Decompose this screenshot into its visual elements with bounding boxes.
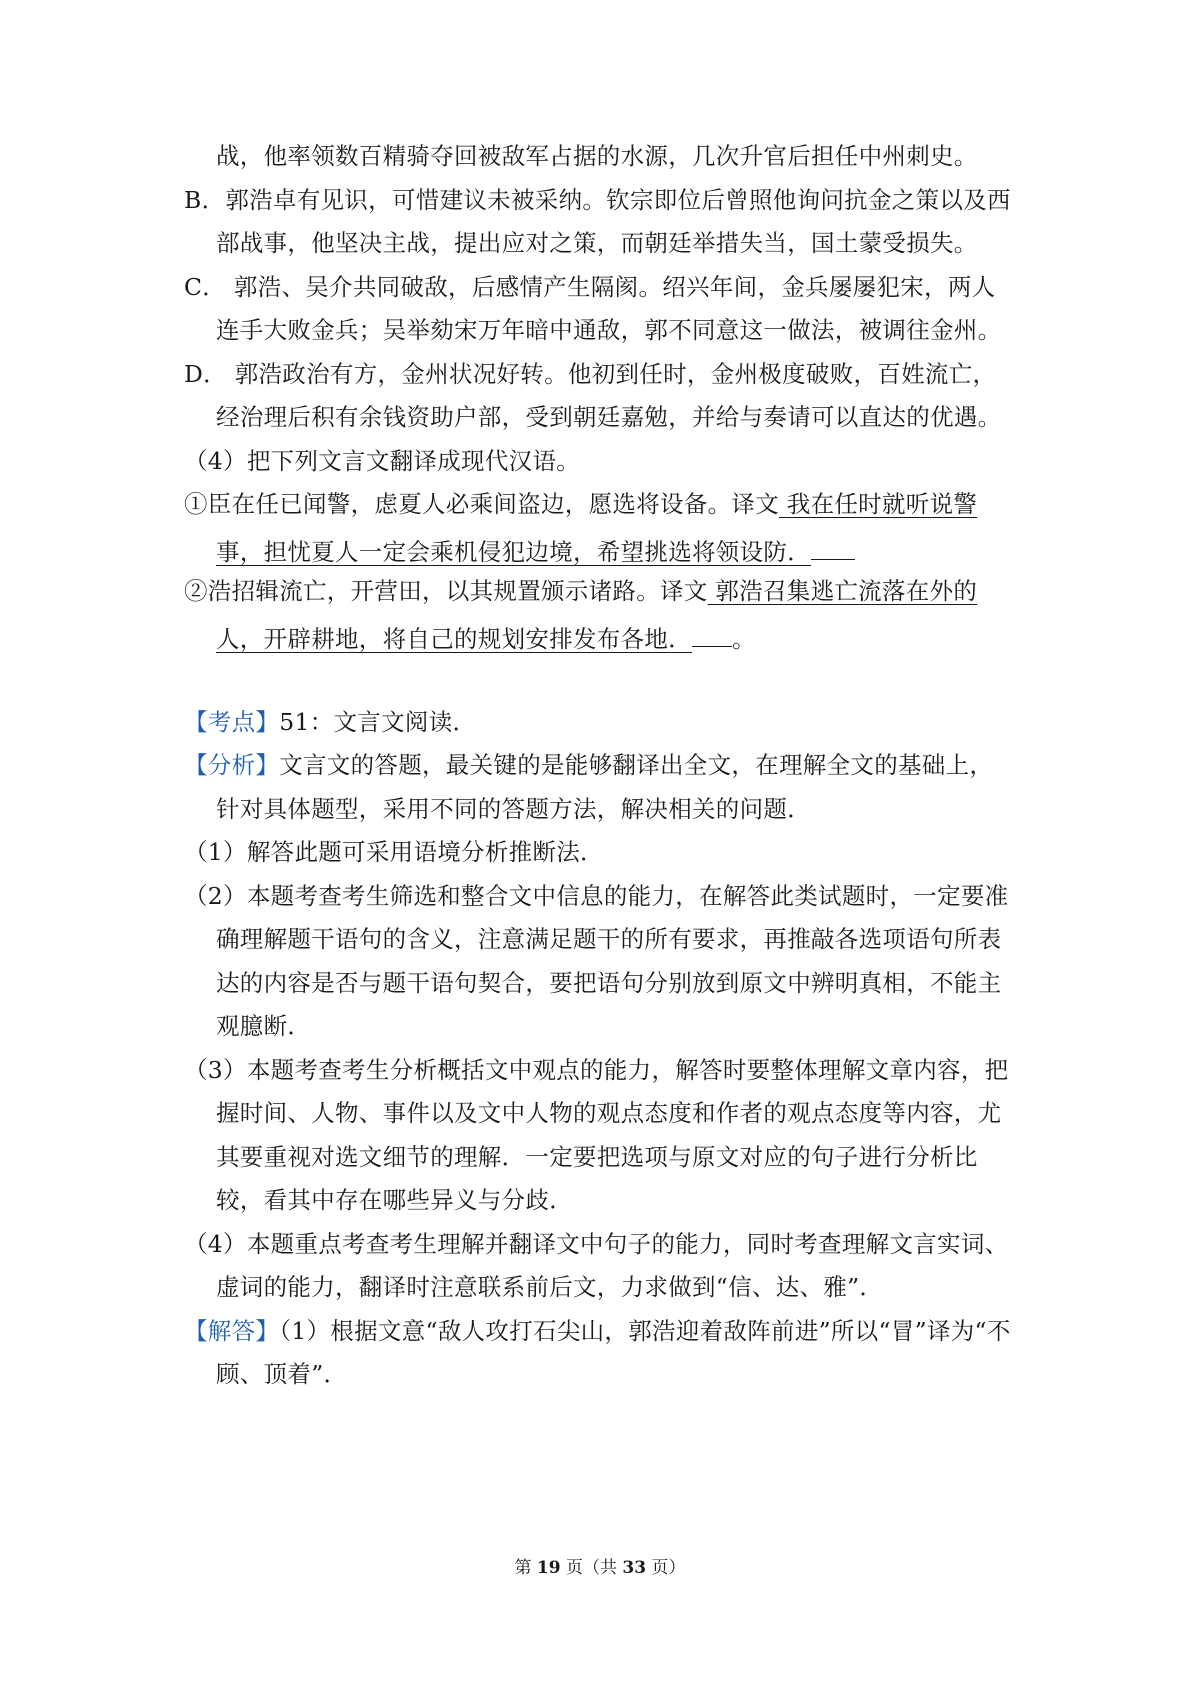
translation-2-question	[184, 574, 977, 608]
translation-2-prompt: ②浩招辑流亡，开营田，以其规置颁示诸路。译文	[184, 577, 708, 605]
kaodian-text: 51：文言文阅读．	[279, 708, 477, 736]
fenxi-text: 文言文的答题，最关键的是能够翻译出全文，在理解全文的基础上，	[279, 751, 994, 779]
fenxi-tag: 【分析】	[184, 751, 280, 779]
translation-1-prompt: ①臣在任已闻警，虑夏人必乘间盗边，愿选将设备。译文	[184, 490, 779, 518]
fenxi-section	[184, 748, 993, 782]
page-footer	[0, 1556, 1200, 1580]
sentence-end: 。	[732, 625, 756, 653]
text-line: 针对具体题型，采用不同的答题方法，解决相关的问题．	[216, 795, 811, 823]
option-d: D． 郭浩政治有方，金州状况好转。他初到任时，金州极度破败，百姓流亡，	[184, 360, 997, 388]
text-line: 战，他率领数百精骑夺回被敌军占据的水源，几次升官后担任中州刺史。	[216, 142, 978, 170]
text-line: 观臆断．	[216, 1012, 312, 1040]
option-b: B．郭浩卓有见识，可惜建议未被采纳。钦宗即位后曾照他询问抗金之策以及西	[184, 186, 1011, 214]
answer-blank	[692, 618, 732, 647]
text-line: 其要重视对选文细节的理解．一定要把选项与原文对应的句子进行分析比	[216, 1143, 978, 1171]
translation-1-answer-line2: 事，担忧夏人一定会乘机侵犯边境，希望挑选将领设防．	[216, 538, 811, 566]
text-line: 顾、顶着”．	[216, 1360, 348, 1388]
jieda-text: （1）根据文意“敌人攻打石尖山，郭浩迎着敌阵前进”所以“冒”译为“不	[279, 1317, 1011, 1345]
text-line: 部战事，他坚决主战，提出应对之策，而朝廷举措失当，国土蒙受损失。	[216, 229, 978, 257]
kaodian-section	[184, 705, 476, 739]
jieda-tag: 【解答】	[184, 1317, 280, 1345]
translation-1-answer-cont	[216, 531, 855, 569]
page-number: 19	[536, 1558, 561, 1578]
text-line: 虚词的能力，翻译时注意联系前后文，力求做到“信、达、雅”．	[216, 1273, 884, 1301]
translation-2-answer-cont	[216, 618, 756, 656]
option-c: C． 郭浩、吴介共同破敌，后感情产生隔阂。绍兴年间，金兵屡屡犯宋，两人	[184, 273, 996, 301]
analysis-3: （3）本题考查考生分析概括文中观点的能力，解答时要整体理解文章内容，把	[184, 1056, 1009, 1084]
jieda-section	[184, 1314, 1011, 1348]
analysis-1: （1）解答此题可采用语境分析推断法．	[184, 838, 604, 866]
analysis-4: （4）本题重点考查考生理解并翻译文中句子的能力，同时考查理解文言实词、	[184, 1230, 1009, 1258]
footer-prefix: 第	[514, 1558, 537, 1578]
text-line: 经治理后积有余钱资助户部，受到朝廷嘉勉，并给与奏请可以直达的优遇。	[216, 403, 1002, 431]
text-line: 确理解题干语句的含义，注意满足题干的所有要求，再推敲各选项语句所表	[216, 925, 1002, 953]
text-line: 连手大败金兵；吴举劾宋万年暗中通敌，郭不同意这一做法，被调往金州。	[216, 316, 1002, 344]
translation-1-question	[184, 487, 977, 521]
footer-middle: 页（共	[560, 1558, 623, 1578]
total-pages: 33	[622, 1558, 647, 1578]
analysis-2: （2）本题考查考生筛选和整合文中信息的能力，在解答此类试题时，一定要准	[184, 882, 1009, 910]
footer-suffix: 页）	[646, 1558, 686, 1578]
kaodian-tag: 【考点】	[184, 708, 280, 736]
translation-2-answer: 郭浩召集逃亡流落在外的	[707, 577, 978, 605]
question-4: （4）把下列文言文翻译成现代汉语。	[184, 447, 581, 475]
text-line: 握时间、人物、事件以及文中人物的观点态度和作者的观点态度等内容，尤	[216, 1099, 1002, 1127]
answer-blank	[811, 531, 855, 560]
text-line: 达的内容是否与题干语句契合，要把语句分别放到原文中辨明真相，不能主	[216, 969, 1002, 997]
translation-2-answer-line2: 人，开辟耕地，将自己的规划安排发布各地．	[216, 625, 692, 653]
text-line: 较，看其中存在哪些异义与分歧．	[216, 1186, 573, 1214]
translation-1-answer: 我在任时就听说警	[779, 490, 978, 518]
